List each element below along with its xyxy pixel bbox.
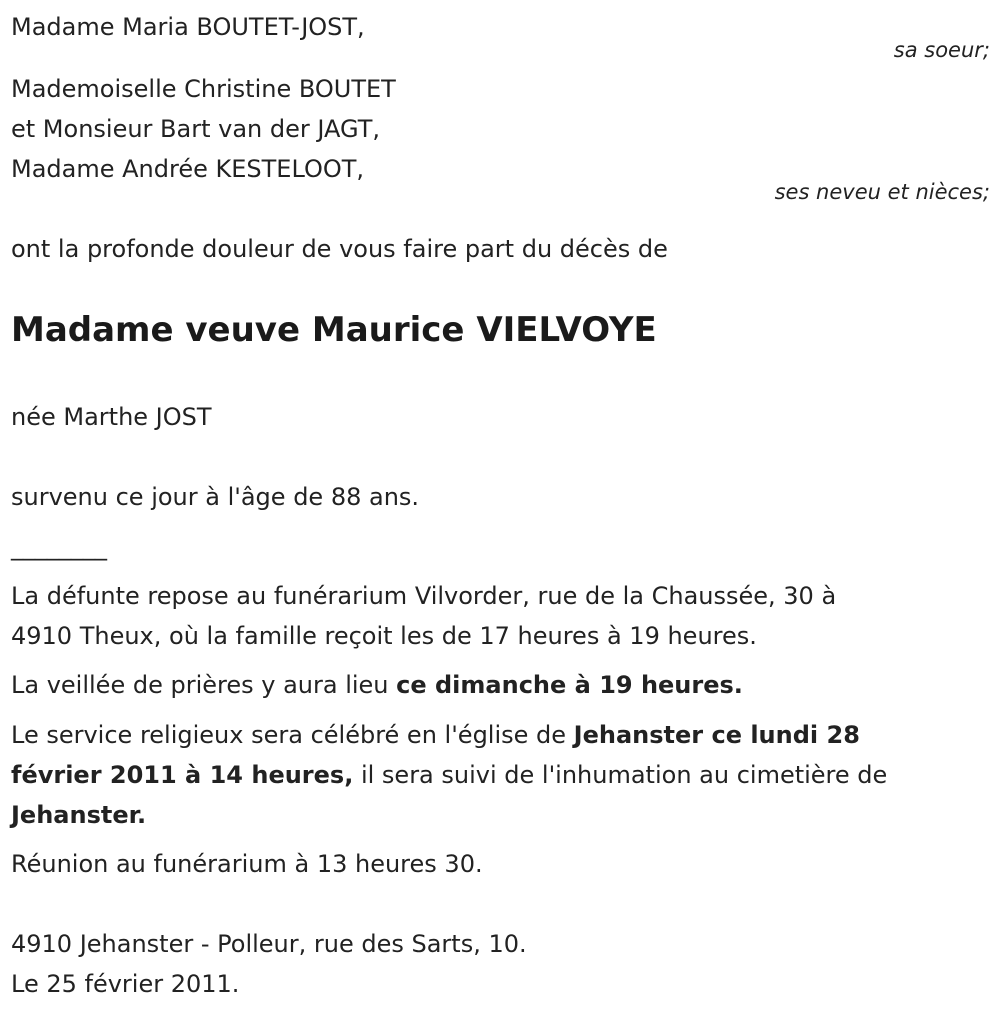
separator: ________ — [11, 533, 107, 561]
vigil-line — [11, 670, 743, 700]
service-text-2: il sera suivi de l'inhumation au cimetière de — [353, 761, 888, 789]
vigil-time: ce dimanche à 19 heures. — [396, 671, 743, 699]
cemetery-place: Jehanster. — [11, 801, 147, 829]
service-place-date: Jehanster ce lundi 28 — [573, 721, 860, 749]
address-line: 4910 Jehanster - Polleur, rue des Sarts, 10. — [11, 930, 527, 958]
nephew-line-3: Madame Andrée KESTELOOT, — [11, 155, 365, 183]
reunion-line: Réunion au funérarium à 13 heures 30. — [11, 850, 483, 878]
sister-relation: sa soeur; — [893, 38, 990, 62]
repose-line-1: La défunte repose au funérarium Vilvorder, rue de la Chaussée, 30 à — [11, 582, 837, 610]
service-line-2 — [11, 760, 887, 790]
repose-line-2: 4910 Theux, où la famille reçoit les de 17 heures à 19 heures. — [11, 622, 757, 650]
maiden-name: née Marthe JOST — [11, 403, 212, 431]
nephew-line-2: et Monsieur Bart van der JAGT, — [11, 115, 381, 143]
vigil-text: La veillée de prières y aura lieu — [11, 671, 397, 699]
date-line: Le 25 février 2011. — [11, 970, 240, 998]
announcement-text: ont la profonde douleur de vous faire part du décès de — [11, 235, 668, 263]
service-text-1: Le service religieux sera célébré en l'église de — [11, 721, 574, 749]
nephews-relation: ses neveu et nièces; — [774, 180, 990, 204]
sister-name: Madame Maria BOUTET-JOST, — [11, 13, 365, 41]
deceased-name: Madame veuve Maurice VIELVOYE — [11, 310, 657, 350]
service-line-1 — [11, 720, 860, 750]
nephew-line-1: Mademoiselle Christine BOUTET — [11, 75, 396, 103]
age-line: survenu ce jour à l'âge de 88 ans. — [11, 483, 420, 511]
service-line-3 — [11, 800, 146, 830]
service-datetime: février 2011 à 14 heures, — [11, 761, 354, 789]
